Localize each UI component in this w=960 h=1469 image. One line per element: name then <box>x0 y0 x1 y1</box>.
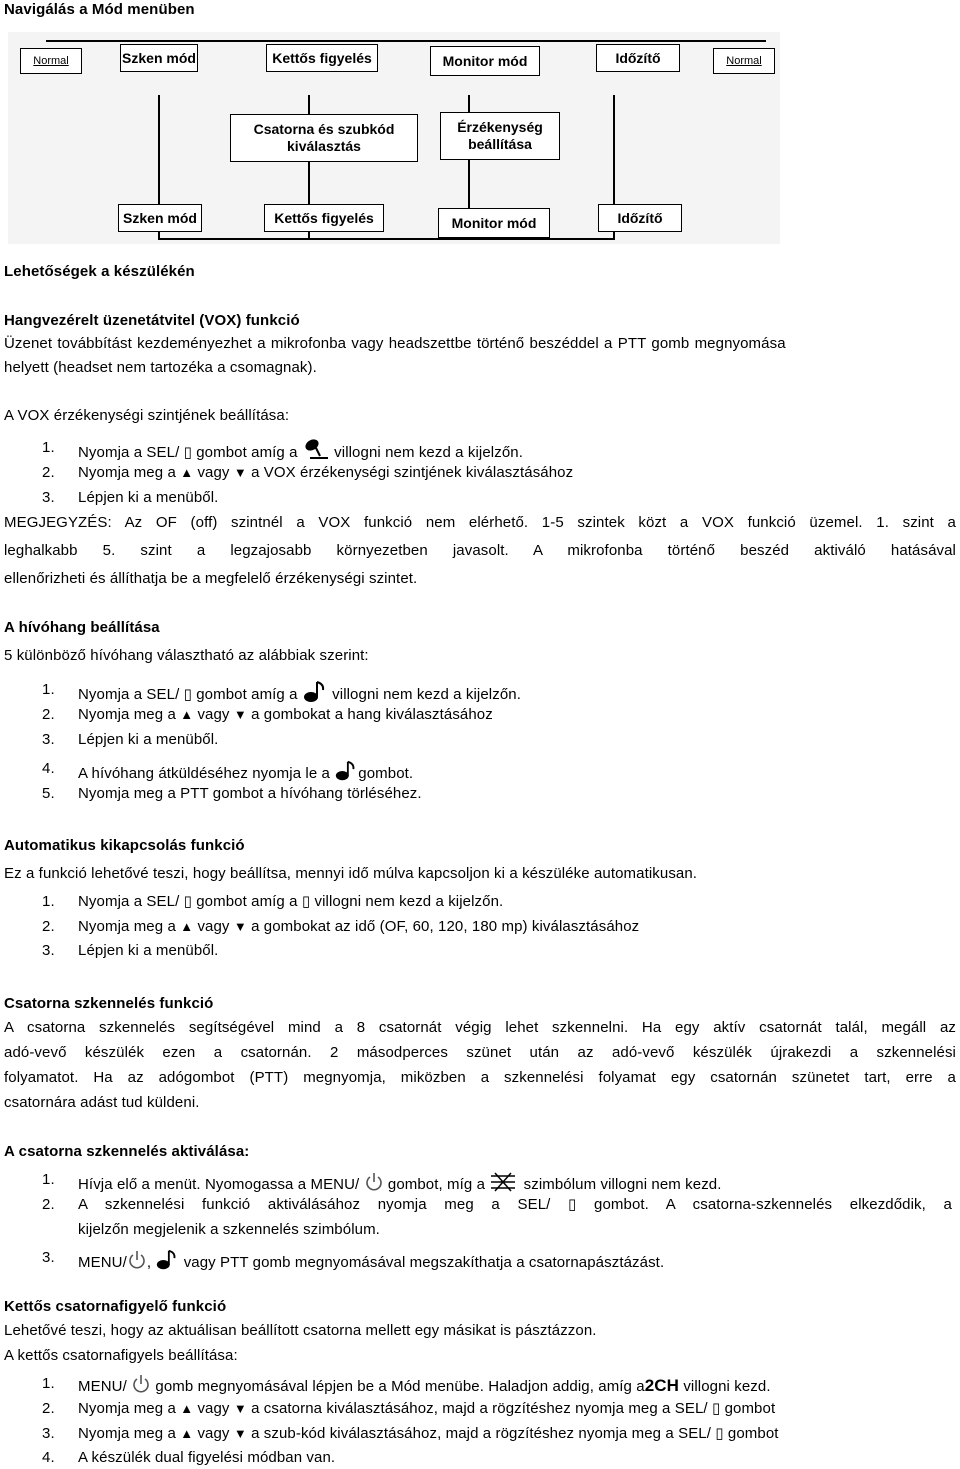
dual-paragraph-line-2: A kettős csatornafigyels beállítása: <box>4 1347 238 1364</box>
auto-off-heading: Automatikus kikapcsolás funkció <box>4 837 245 854</box>
vox-paragraph-line-1: Üzenet továbbítást kezdeményezhet a mikrofonba vagy headszettbe történő beszéddel a PTT gomb megnyomása <box>4 335 786 352</box>
scan-paragraph-line-4: csatornára adást tud küldeni. <box>4 1094 200 1111</box>
diagram-box-scan-mode-2: Szken mód <box>118 204 202 232</box>
vox-paragraph-line-2: helyett (headset nem tartozéka a csomagnak). <box>4 359 317 376</box>
diagram-box-dual-watch: Kettős figyelés <box>266 44 378 72</box>
music-note-icon <box>155 1248 179 1278</box>
ring-intro: 5 különböző hívóhang választható az alábbiak szerint: <box>4 647 369 664</box>
features-heading: Lehetőségek a készülékén <box>4 263 195 280</box>
diagram-box-normal-left: Normal <box>20 48 82 74</box>
up-arrow-icon: ▲ <box>180 707 194 722</box>
vox-heading: Hangvezérelt üzenetátvitel (VOX) funkció <box>4 312 300 329</box>
diagram-box-scan-mode: Szken mód <box>120 44 198 72</box>
up-arrow-icon: ▲ <box>180 1426 194 1441</box>
down-arrow-icon: ▼ <box>233 1401 247 1416</box>
dual-channel-symbol: 2CH <box>644 1375 680 1395</box>
ring-heading: A hívóhang beállítása <box>4 619 160 636</box>
scan-heading: Csatorna szkennelés funkció <box>4 995 214 1012</box>
mode-menu-diagram <box>8 32 780 244</box>
diagram-box-sensitivity: Érzékenység beállítása <box>440 112 560 160</box>
down-arrow-icon: ▼ <box>233 465 247 480</box>
vox-setting-title: A VOX érzékenységi szintjének beállítása: <box>4 407 290 424</box>
vox-note-line-2: leghalkabb 5. szint a legzajosabb környezetben javasolt. A mikrofonba történő beszéd aktiváló hatásával <box>4 542 956 559</box>
power-icon <box>131 1374 151 1400</box>
diagram-box-channel-subcode: Csatorna és szubkód kiválasztás <box>230 114 418 162</box>
vox-note-line-1: MEGJEGYZÉS: Az OF (off) szintnél a VOX funkció nem elérhető. 1-5 szintek közt a VOX funkció üzemel. 1. szint a <box>4 514 956 531</box>
scan-paragraph-line-3: folyamatot. Ha az adógombot (PTT) megnyomja, miközben a szkennelési folyamat egy csatornán szünetet tart, erre a <box>4 1069 956 1086</box>
diagram-box-normal-right: Normal <box>713 48 775 74</box>
diagram-box-dual-watch-2: Kettős figyelés <box>264 204 384 232</box>
down-arrow-icon: ▼ <box>233 1426 247 1441</box>
down-arrow-icon: ▼ <box>233 707 247 722</box>
page-title: Navigálás a Mód menüben <box>4 1 195 18</box>
scan-activation-heading: A csatorna szkennelés aktiválása: <box>4 1143 250 1160</box>
diagram-box-timer: Időzítő <box>596 44 680 72</box>
diagram-box-timer-2: Időzítő <box>598 204 682 232</box>
dual-paragraph-line-1: Lehetővé teszi, hogy az aktuálisan beállított csatorna mellett egy másikat is pásztázzon. <box>4 1322 597 1339</box>
power-icon <box>127 1250 147 1276</box>
up-arrow-icon: ▲ <box>180 1401 194 1416</box>
auto-off-intro: Ez a funkció lehetővé teszi, hogy beállítsa, mennyi idő múlva kapcsoljon ki a készüléke automatikusan. <box>4 865 698 882</box>
up-arrow-icon: ▲ <box>180 919 194 934</box>
dual-heading: Kettős csatornafigyelő funkció <box>4 1298 227 1315</box>
diagram-box-monitor-mode: Monitor mód <box>430 46 540 76</box>
scan-paragraph-line-1: A csatorna szkennelés segítségével mind a 8 csatornát végig lehet szkennelni. Ha egy aktív csatornát talál, megáll az <box>4 1019 956 1036</box>
scan-paragraph-line-2: adó-vevő készülék ezen a csatornán. 2 másodperces szünet után az adó-vevő készülék újrakezdi a szkennelési <box>4 1044 956 1061</box>
down-arrow-icon: ▼ <box>233 919 247 934</box>
vox-note-line-3: ellenőrizheti és állíthatja be a megfelelő érzékenységi szintet. <box>4 570 418 587</box>
up-arrow-icon: ▲ <box>180 465 194 480</box>
diagram-box-monitor-mode-2: Monitor mód <box>438 208 550 238</box>
